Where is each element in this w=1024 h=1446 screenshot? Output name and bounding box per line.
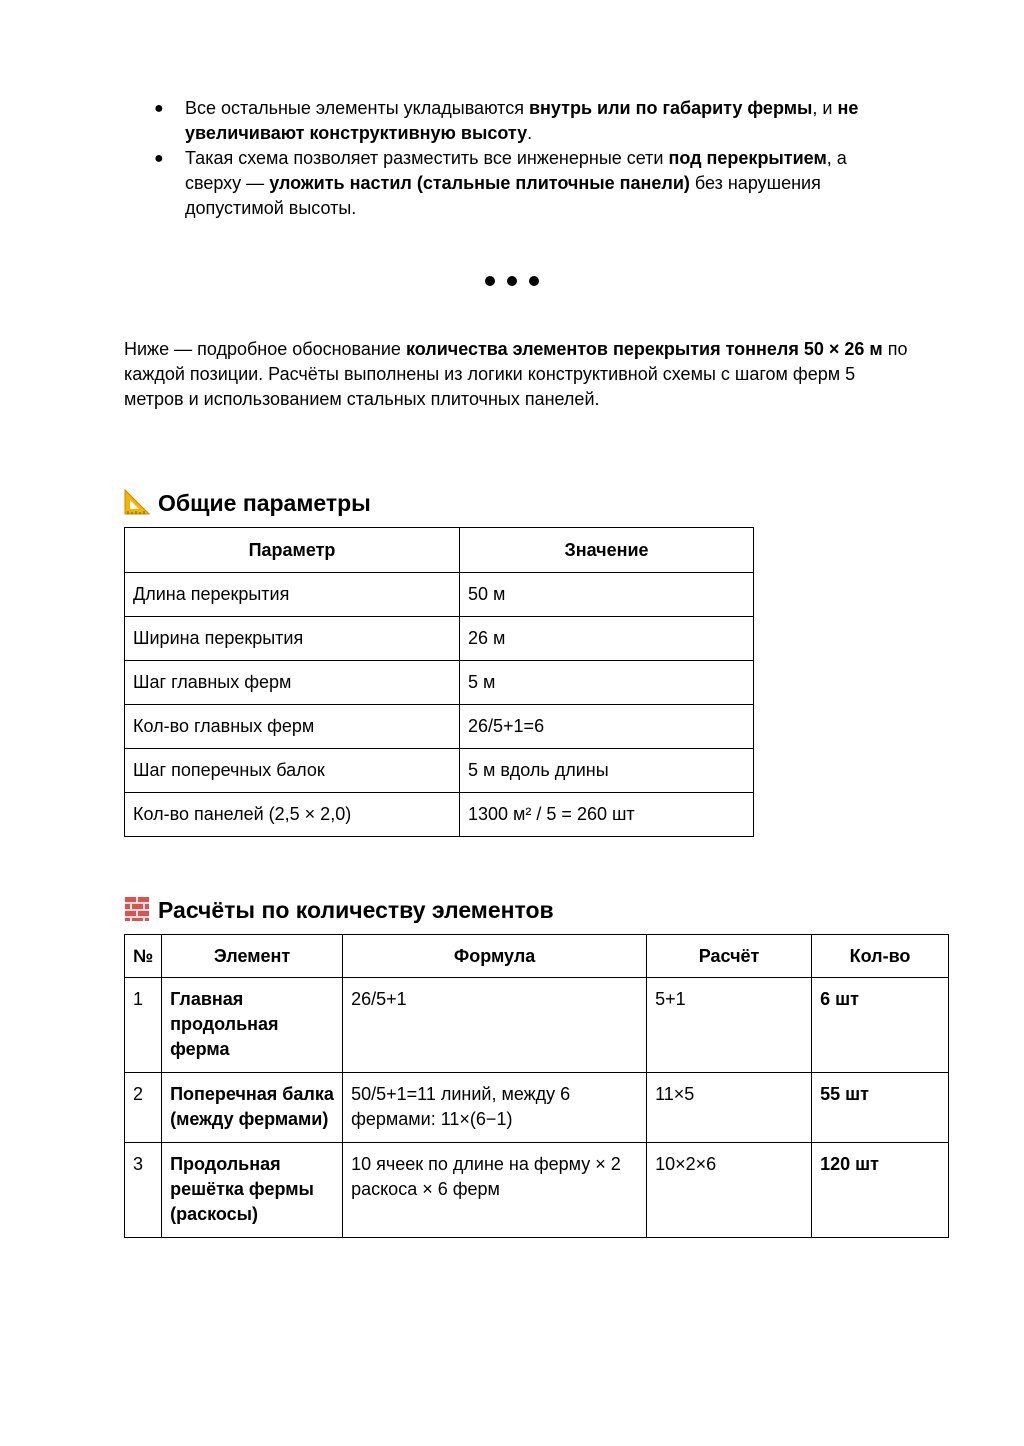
param-value-cell: 26 м xyxy=(460,617,754,661)
separator-dot-icon xyxy=(529,276,539,286)
element-cell: Продольная решётка фермы (раскосы) xyxy=(162,1143,343,1238)
intro-paragraph: Ниже — подробное обоснование количества элементов перекрытия тоннеля 50 × 26 м по каждой позиции. Расчёты выполнены из логики конструктивной схемы с шагом ферм 5 метров и использованием стальных плиточных панелей. xyxy=(124,339,908,409)
calc-cell: 10×2×6 xyxy=(647,1143,812,1238)
bullet-item: ● Все остальные элементы укладываются внутрь или по габариту фермы, и не увеличивают конструктивную высоту. xyxy=(154,98,859,143)
param-value-cell: 1300 м² / 5 = 260 шт xyxy=(460,793,754,837)
params-table xyxy=(124,527,754,837)
row-number-cell: 1 xyxy=(125,978,162,1073)
triangular-ruler-icon xyxy=(124,489,150,515)
column-header: Значение xyxy=(460,528,754,573)
element-cell: Главная продольная ферма xyxy=(162,978,343,1073)
table-row xyxy=(125,1073,949,1143)
column-header: Элемент xyxy=(162,935,343,978)
param-value-cell: 50 м xyxy=(460,573,754,617)
row-number-cell: 2 xyxy=(125,1073,162,1143)
formula-cell: 26/5+1 xyxy=(343,978,647,1073)
param-name-cell: Шаг главных ферм xyxy=(125,661,460,705)
param-value-cell: 26/5+1=6 xyxy=(460,705,754,749)
element-cell: Поперечная балка (между фермами) xyxy=(162,1073,343,1143)
table-row xyxy=(125,1143,949,1238)
table-row xyxy=(125,793,754,837)
formula-cell: 10 ячеек по длине на ферму × 2 раскоса × 6 ферм xyxy=(343,1143,647,1238)
qty-cell: 6 шт xyxy=(812,978,949,1073)
table-row xyxy=(125,749,754,793)
column-header: Кол-во xyxy=(812,935,949,978)
table-row xyxy=(125,978,949,1073)
column-header: Параметр xyxy=(125,528,460,573)
section-heading-params: Общие параметры xyxy=(124,488,371,518)
param-name-cell: Шаг поперечных балок xyxy=(125,749,460,793)
bullet-list xyxy=(124,96,904,221)
column-header: Расчёт xyxy=(647,935,812,978)
calc-cell: 11×5 xyxy=(647,1073,812,1143)
qty-cell: 120 шт xyxy=(812,1143,949,1238)
bullet-icon: ● xyxy=(154,100,164,117)
table-header-row xyxy=(125,528,754,573)
table-header-row xyxy=(125,935,949,978)
table-row xyxy=(125,617,754,661)
qty-cell: 55 шт xyxy=(812,1073,949,1143)
table-row xyxy=(125,705,754,749)
table-row xyxy=(125,573,754,617)
calc-table xyxy=(124,934,949,1238)
formula-cell: 50/5+1=11 линий, между 6 фермами: 11×(6−1) xyxy=(343,1073,647,1143)
bullet-icon: ● xyxy=(154,150,164,167)
column-header: Формула xyxy=(343,935,647,978)
param-value-cell: 5 м xyxy=(460,661,754,705)
param-name-cell: Кол-во панелей (2,5 × 2,0) xyxy=(125,793,460,837)
brick-icon xyxy=(124,896,150,922)
column-header: № xyxy=(125,935,162,978)
separator-dot-icon xyxy=(485,276,495,286)
table-row xyxy=(125,661,754,705)
section-separator xyxy=(0,266,1024,292)
param-name-cell: Кол-во главных ферм xyxy=(125,705,460,749)
calc-cell: 5+1 xyxy=(647,978,812,1073)
param-name-cell: Ширина перекрытия xyxy=(125,617,460,661)
param-name-cell: Длина перекрытия xyxy=(125,573,460,617)
separator-dot-icon xyxy=(507,276,517,286)
row-number-cell: 3 xyxy=(125,1143,162,1238)
section-heading-calc: Расчёты по количеству элементов xyxy=(124,895,554,925)
param-value-cell: 5 м вдоль длины xyxy=(460,749,754,793)
bullet-item: ● Такая схема позволяет разместить все инженерные сети под перекрытием, а сверху — уложить настил (стальные плиточные панели) без нарушения допустимой высоты. xyxy=(154,148,847,218)
